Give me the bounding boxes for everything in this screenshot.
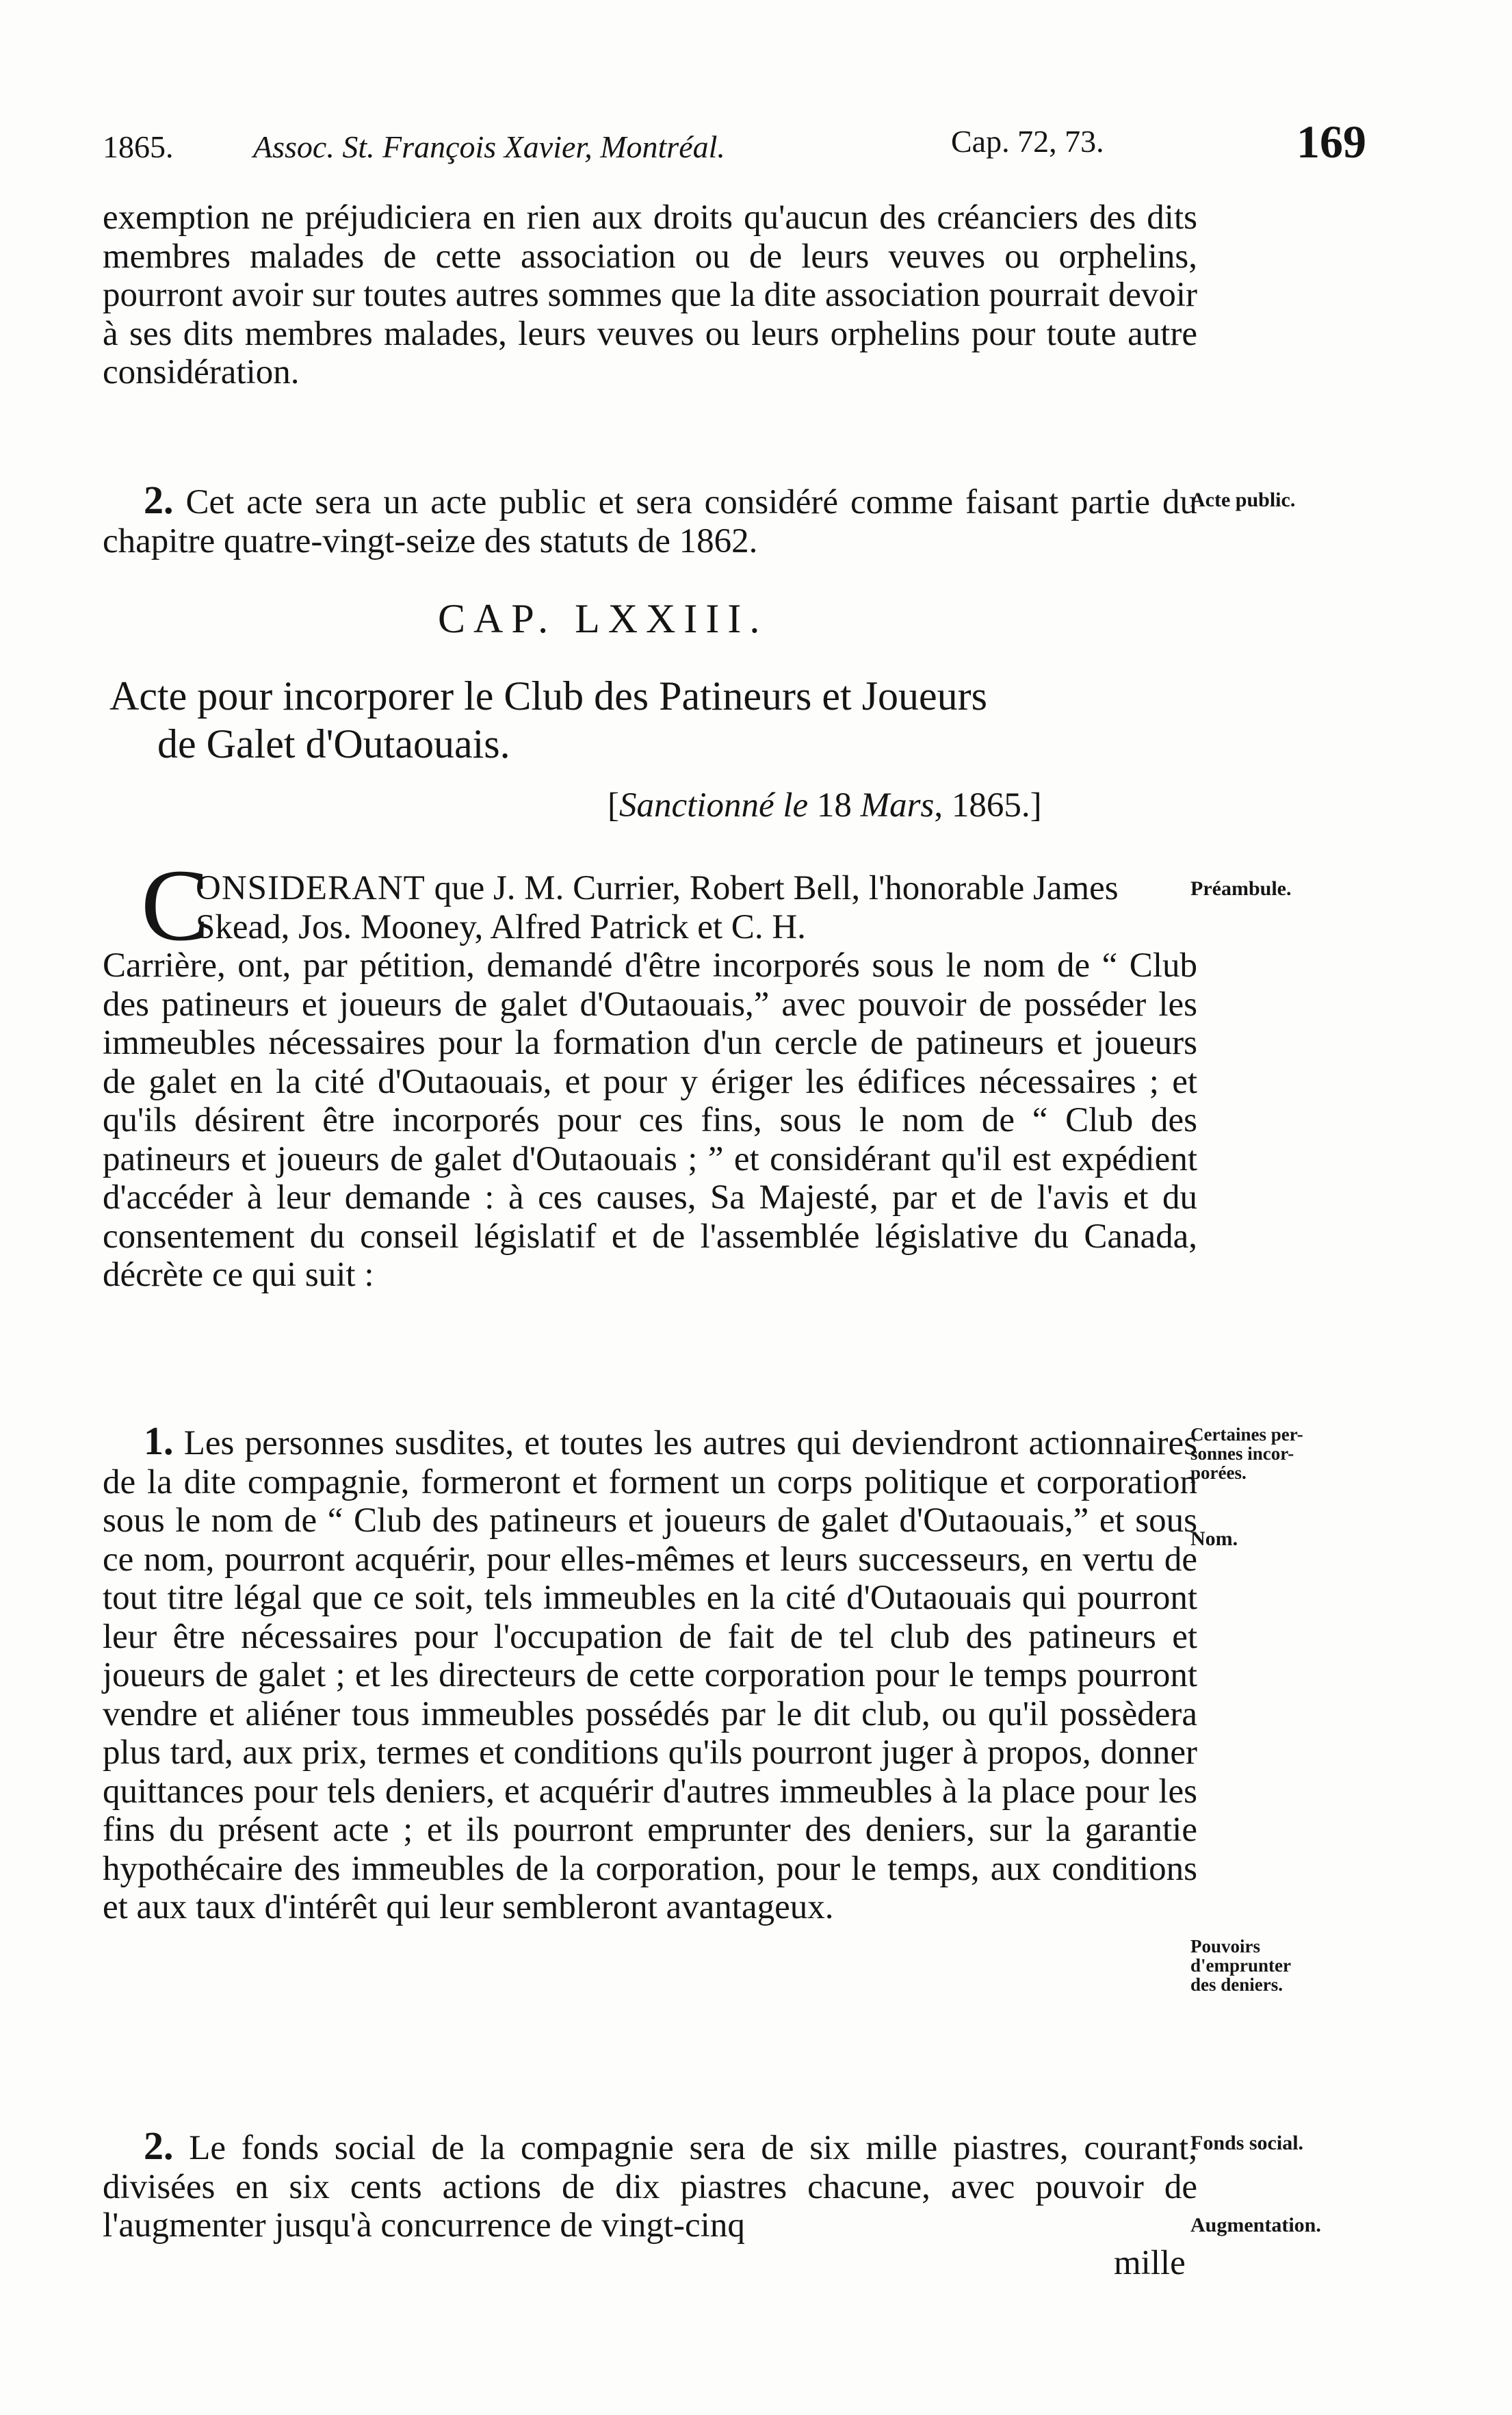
- section-number: 2.: [144, 478, 174, 522]
- sanction-year: , 1865.]: [934, 786, 1042, 825]
- preamble-opening: [196, 869, 1184, 946]
- preamble-opening-text: que J. M. Currier, Robert Bell, l'honorable James Skead, Jos. Mooney, Alfred Patrick et C. H.: [196, 869, 1119, 946]
- header-chapter-ref: Cap. 72, 73.: [951, 124, 1104, 159]
- margin-note-nom: Nom.: [1190, 1527, 1238, 1550]
- margin-note-line: des deniers.: [1190, 1974, 1283, 1995]
- act-title: [109, 672, 1177, 768]
- margin-note-line: Pouvoirs: [1190, 1936, 1261, 1956]
- margin-note-acte-public: Acte public.: [1190, 489, 1296, 511]
- running-header: [103, 115, 1375, 170]
- section-number: 2.: [144, 2123, 174, 2168]
- margin-note-augmentation: Augmentation.: [1190, 2214, 1321, 2236]
- sanction-date: [608, 786, 1042, 825]
- chapter-number: CAP. LXXIII.: [438, 596, 768, 641]
- header-year: 1865.: [103, 129, 174, 164]
- margin-note-line: d'emprunter: [1190, 1955, 1291, 1976]
- margin-note-line: porées.: [1190, 1462, 1247, 1483]
- margin-note-line: Certaines per-: [1190, 1424, 1303, 1445]
- section-2: [103, 2123, 1197, 2245]
- sanction-day: 18: [808, 786, 861, 825]
- section-1: [103, 1419, 1197, 1927]
- section-text: Le fonds social de la compagnie sera de six mille piastres, courant, divisées en six cents actions de dix piastres chacune, avec pouvoir de l'augmenter jusqu'à concurrence de vingt-cinq: [103, 2129, 1197, 2245]
- sanction-bracket: [: [608, 786, 619, 825]
- section-number: 1.: [144, 1419, 174, 1463]
- section-2-previous-act: [103, 478, 1198, 560]
- sanction-month: Mars: [860, 786, 935, 825]
- act-title-line-1: Acte pour incorporer le Club des Patineurs et Joueurs: [109, 673, 987, 719]
- header-title: Assoc. St. François Xavier, Montréal.: [253, 129, 725, 164]
- margin-note-certaines-personnes: [1190, 1425, 1375, 1482]
- drop-cap: C: [141, 849, 210, 962]
- catchword: mille: [1114, 2244, 1186, 2282]
- preamble-lead-word: ONSIDERANT: [196, 869, 426, 907]
- act-title-line-2: de Galet d'Outaouais.: [157, 721, 510, 766]
- sanction-label: Sanctionné le: [618, 786, 809, 825]
- section-text: Les personnes susdites, et toutes les autres qui deviendront actionnaires de la dite compagnie, formeront et forment un corps politique et corporation sous le nom de “ Club des patineurs et joueurs de galet d'Outaouais,” et sous ce nom, pourront acquérir, pour elles-mêmes et leurs successeurs, en vertu de tout titre légal que ce soit, tels immeubles en la cité d'Outaouais qui pourront leur être nécessaires pour l'occupation de fait de tel club des patineurs et joueurs de galet ; et les directeurs de cette corporation pour le temps pourront vendre et aliéner tous immeubles possédés par le dit club, ou qu'il possèdera plus tard, aux prix, termes et conditions qu'ils pourront juger à propos, donner quittances pour tels deniers, et acquérir d'autres immeubles à la place pour les fins du présent acte ; et ils pourront emprunter des deniers, sur la garantie hypothécaire des immeubles de la corporation, pour le temps, aux conditions et aux taux d'intérêt qui leur sembleront avantageux.: [103, 1424, 1197, 1926]
- continued-paragraph: exemption ne préjudiciera en rien aux droits qu'aucun des créanciers des dits membres malades de cette association ou de leurs veuves ou orphelins, pourront avoir sur toutes autres sommes que la dite association pourrait devoir à ses dits membres malades, leurs veuves ou leurs orphelins pour toute autre considération.: [103, 198, 1197, 391]
- margin-note-fonds-social: Fonds social.: [1190, 2132, 1304, 2154]
- preamble-text: Carrière, ont, par pétition, demandé d'être incorporés sous le nom de “ Club des patineurs et joueurs de galet d'Outaouais,” avec pouvoir de posséder les immeubles nécessaires pour la formation d'un cercle de patineurs et joueurs de galet en la cité d'Outaouais, et pour y ériger les édifices nécessaires ; et qu'ils désirent être incorporés pour ces fins, sous le nom de “ Club des patineurs et joueurs de galet d'Outaouais ; ” et considérant qu'il est expédient d'accéder à leur demande : à ces causes, Sa Majesté, par et de l'avis et du consentement du conseil législatif et de l'assemblée législative du Canada, décrète ce qui suit :: [103, 946, 1197, 1294]
- page-number: 169: [1296, 116, 1366, 168]
- margin-note-preambule: Préambule.: [1190, 877, 1292, 900]
- margin-note-line: sonnes incor-: [1190, 1443, 1294, 1464]
- section-text: Cet acte sera un acte public et sera considéré comme faisant partie du chapitre quatre-vingt-seize des statuts de 1862.: [103, 483, 1198, 560]
- margin-note-pouvoirs: [1190, 1937, 1375, 1994]
